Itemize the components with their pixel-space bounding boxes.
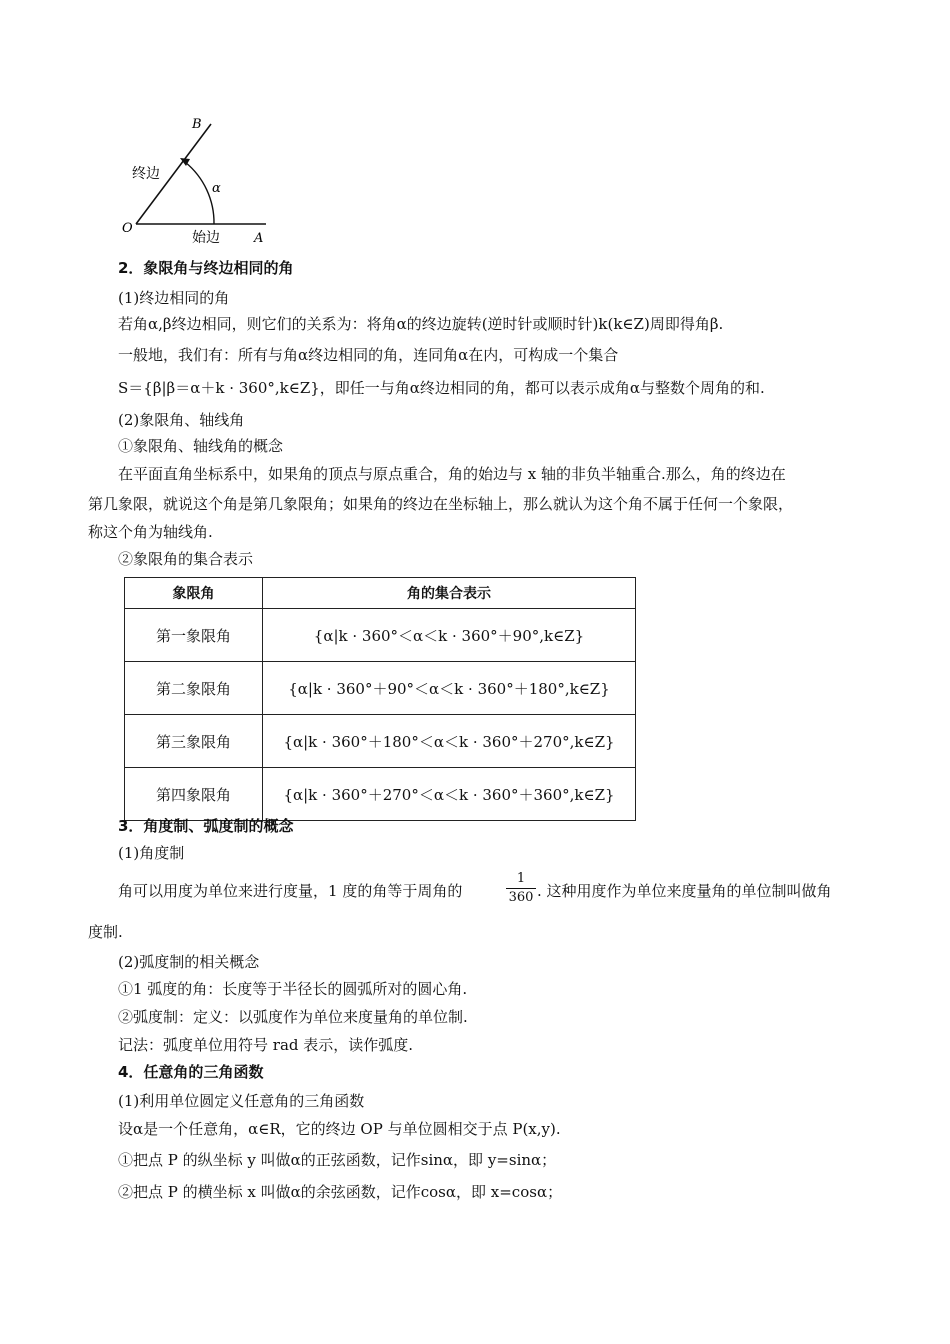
item-3-2-c: 记法：弧度单位用符号 rad 表示，读作弧度. <box>118 1036 414 1054</box>
paragraph-2-1-a: 若角α,β终边相同，则它们的关系为：将角α的终边旋转(逆时针或顺时针)k(k∈Z)周即得角β. <box>118 315 724 333</box>
item-4-1-a: ①把点 P 的纵坐标 y 叫做α的正弦函数，记作sinα，即 y=sinα； <box>118 1151 557 1169</box>
table-cell-set: {α|k · 360°＋180°＜α＜k · 360°＋270°,k∈Z} <box>263 715 636 768</box>
subsection-3-2: (2)弧度制的相关概念 <box>118 953 260 971</box>
label-A: A <box>254 231 264 246</box>
table-cell-set: {α|k · 360°＋270°＜α＜k · 360°＋360°,k∈Z} <box>263 768 636 821</box>
table-cell-quadrant: 第四象限角 <box>125 768 263 821</box>
paragraph-2-1-c: S＝{β|β＝α＋k · 360°,k∈Z}，即任一与角α终边相同的角，都可以表示成角α与整数个周角的和. <box>118 379 765 397</box>
paragraph-2-1-b: 一般地，我们有：所有与角α终边相同的角，连同角α在内，可构成一个集合 <box>118 346 619 364</box>
table-header-cell: 象限角 <box>125 578 263 609</box>
section-2-heading: 2．象限角与终边相同的角 <box>118 259 294 277</box>
table-row <box>125 609 636 662</box>
subsection-4-1: (1)利用单位圆定义任意角的三角函数 <box>118 1092 365 1110</box>
quadrant-angle-table <box>124 577 636 821</box>
subsection-2-1: (1)终边相同的角 <box>118 289 230 307</box>
table-cell-quadrant: 第一象限角 <box>125 609 263 662</box>
table-row <box>125 715 636 768</box>
label-B: B <box>192 117 202 132</box>
subsection-2-2: (2)象限角、轴线角 <box>118 411 245 429</box>
label-terminal-side: 终边 <box>132 166 160 182</box>
item-2-2-b: ②象限角的集合表示 <box>118 550 254 568</box>
table-row <box>125 662 636 715</box>
fraction-numerator: 1 <box>506 871 536 889</box>
angle-arc <box>185 162 214 224</box>
fraction-1-over-360 <box>506 871 536 906</box>
paragraph-2-2-line1: 在平面直角坐标系中，如果角的顶点与原点重合，角的始边与 x 轴的非负半轴重合.那么，角的终边在 <box>118 465 786 483</box>
fraction-denominator: 360 <box>508 890 534 905</box>
paragraph-3-1-after-fraction: . 这种用度作为单位来度量角的单位制叫做角 <box>537 882 832 900</box>
item-2-2-a: ①象限角、轴线角的概念 <box>118 437 284 455</box>
table-row <box>125 768 636 821</box>
section-4-heading: 4．任意角的三角函数 <box>118 1063 264 1081</box>
table-header-cell: 角的集合表示 <box>263 578 636 609</box>
table-cell-quadrant: 第三象限角 <box>125 715 263 768</box>
angle-figure <box>118 112 278 248</box>
table-cell-set: {α|k · 360°＋90°＜α＜k · 360°＋180°,k∈Z} <box>263 662 636 715</box>
paragraph-2-2-line2: 第几象限，就说这个角是第几象限角；如果角的终边在坐标轴上，那么就认为这个角不属于任何一个象限， <box>88 495 794 513</box>
table-cell-set: {α|k · 360°＜α＜k · 360°＋90°,k∈Z} <box>263 609 636 662</box>
paragraph-3-1-line2: 度制. <box>88 923 123 941</box>
label-initial-side: 始边 <box>192 230 220 246</box>
paragraph-2-2-line3: 称这个角为轴线角. <box>88 523 213 541</box>
section-3-heading: 3．角度制、弧度制的概念 <box>118 817 294 835</box>
paragraph-4-1: 设α是一个任意角，α∈R，它的终边 OP 与单位圆相交于点 P(x,y). <box>118 1120 561 1138</box>
table-header-row <box>125 578 636 609</box>
label-O: O <box>122 221 133 236</box>
paragraph-3-1-before-fraction: 角可以用度为单位来进行度量，1 度的角等于周角的 <box>118 882 463 900</box>
label-alpha: α <box>212 181 221 196</box>
item-4-1-b: ②把点 P 的横坐标 x 叫做α的余弦函数，记作cosα，即 x=cosα； <box>118 1183 563 1201</box>
item-3-2-b: ②弧度制：定义：以弧度作为单位来度量角的单位制. <box>118 1008 468 1026</box>
table-cell-quadrant: 第二象限角 <box>125 662 263 715</box>
subsection-3-1: (1)角度制 <box>118 844 185 862</box>
item-3-2-a: ①1 弧度的角：长度等于半径长的圆弧所对的圆心角. <box>118 980 468 998</box>
